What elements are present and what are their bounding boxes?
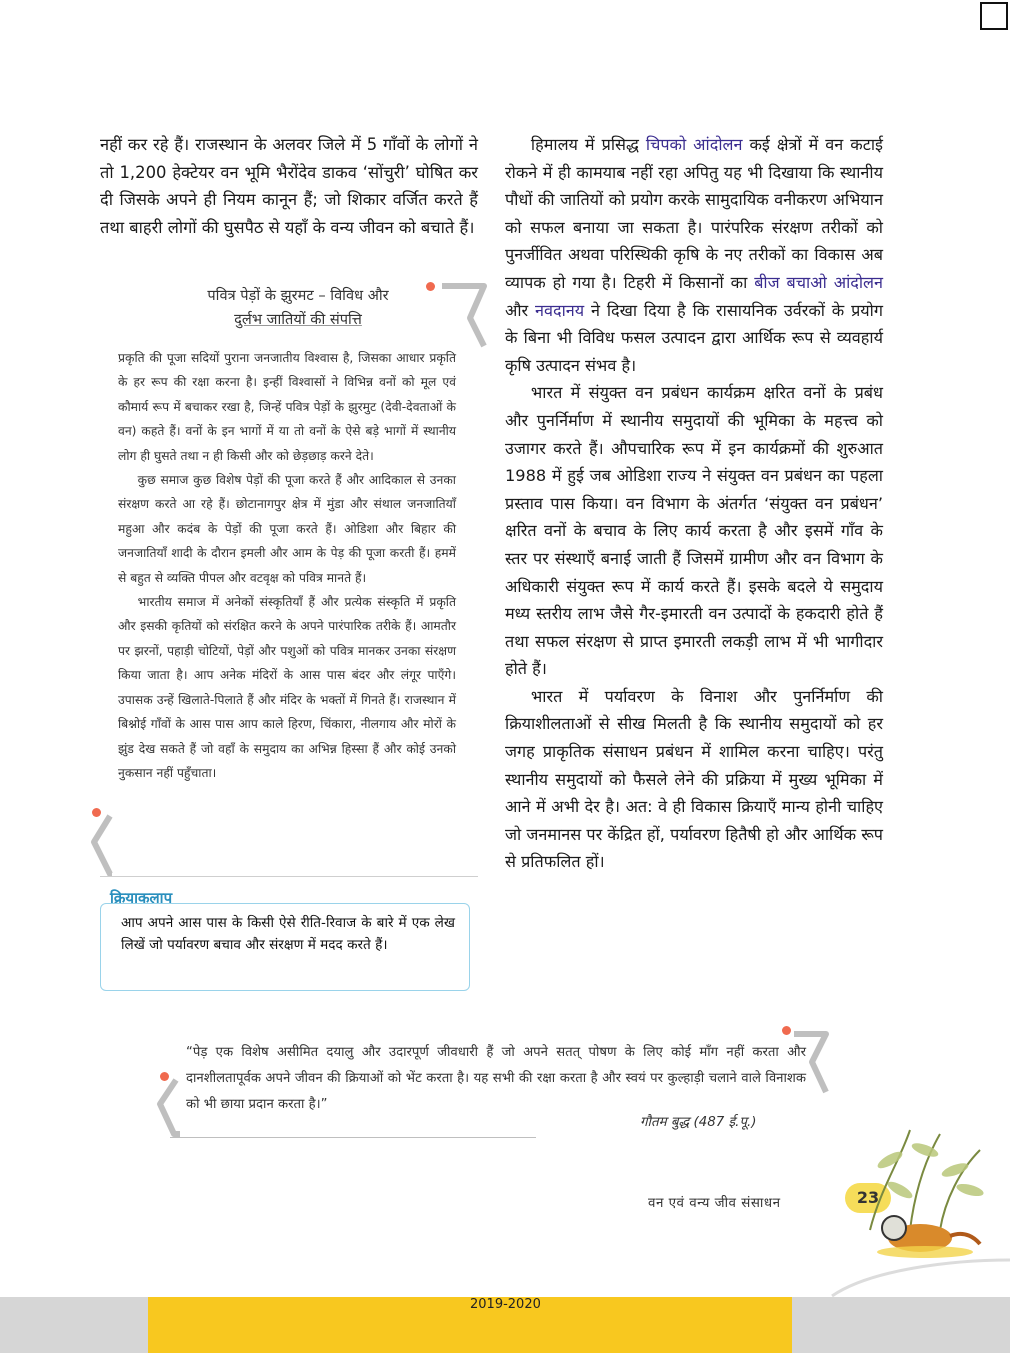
activity-box <box>100 903 470 991</box>
p1-text-a: हिमालय में प्रसिद्ध <box>530 135 646 154</box>
right-column <box>505 131 883 876</box>
p1-text-c: और <box>505 300 536 320</box>
chipko-movement-term: चिपको आंदोलन <box>645 135 743 154</box>
box-title-line-1: पवित्र पेड़ों के झुरमट – विविध और <box>207 287 389 304</box>
right-paragraph-1 <box>505 131 883 379</box>
box-bracket-decoration-bottom <box>84 812 114 882</box>
page-number: 23 <box>845 1183 891 1213</box>
crop-mark-top-right <box>980 2 1008 30</box>
sacred-groves-box <box>118 346 456 785</box>
activity-text: आप अपने आस पास के किसी ऐसे रीति-रिवाज के बारे में एक लेख लिखें जो पर्यावरण बचाव और संरक्षण में मदद करते हैं। <box>121 915 455 953</box>
activity-label: क्रियाकलाप <box>110 889 173 907</box>
quote-accent-dot-top <box>782 1026 791 1035</box>
footer-swoosh <box>830 1230 1010 1300</box>
accent-dot-bottom <box>92 808 101 817</box>
box-paragraph-2: कुछ समाज कुछ विशेष पेड़ों की पूजा करते हैं और आदिकाल से उनका संरक्षण करते आ रहे हैं। छोटानागपुर क्षेत्र में मुंडा और संथाल जनजातियाँ महुआ और कदंब के पेड़ों की पूजा करते हैं। ओडिशा और बिहार की जनजातियाँ शादी के दौरान इमली और आम के पेड़ की पूजा करती हैं। हममें से बहुत से व्यक्ति पीपल और वटवृक्ष को पवित्र मानते हैं। <box>118 473 456 585</box>
right-paragraph-2: भारत में संयुक्त वन प्रबंधन कार्यक्रम क्षरित वनों के प्रबंध और पुनर्निर्माण में स्थानीय समुदायों की भूमिका के महत्त्व को उजागर करते हैं। औपचारिक रूप में इन कार्यक्रमों की शुरुआत 1988 में हुई जब ओडिशा राज्य ने संयुक्त वन प्रबंधन का पहला प्रस्ताव पास किया। वन विभाग के अंतर्गत ‘संयुक्त वन प्रबंधन’ क्षरित वनों के बचाव के लिए कार्य करता है और इसमें गाँव के स्तर पर संस्थाएँ बनाई जाती हैं जिसमें ग्रामीण और वन विभाग के अधिकारी संयुक्त रूप में कार्य करते हैं। इसके बदले ये समुदाय मध्य स्तरीय लाभ जैसे गैर-इमारती वन उत्पादों के हकदारी होते हैं तथा सफल संरक्षण से प्राप्त इमारती लकड़ी लाभ में भी भागीदार होते हैं। <box>505 383 883 679</box>
right-paragraph-3: भारत में पर्यावरण के विनाश और पुनर्निर्माण की क्रियाशीलताओं से सीख मिलती है कि स्थानीय समुदायों को हर जगह प्राकृतिक संसाधन प्रबंधन में शामिल करना चाहिए। परंतु स्थानीय समुदायों को फैसले लेने की प्रक्रिया में मुख्य भूमिका में आने में अभी देर है। अत: वे ही विकास क्रियाएँ मान्य होनी चाहिए जो जनमानस पर केंद्रित हों, पर्यावरण हितैषी हो और आर्थिक रूप से प्रतिफलित हों। <box>505 686 883 872</box>
chapter-title: वन एवं वन्य जीव संसाधन <box>648 1196 781 1211</box>
beej-bachao-term: बीज बचाओ आंदोलन <box>754 272 884 292</box>
box-paragraph-1: प्रकृति की पूजा सदियों पुराना जनजातीय विश्वास है, जिसका आधार प्रकृति के हर रूप की रक्षा करना है। इन्हीं विश्वासों ने विभिन्न वनों को मूल एवं कौमार्य रूप में बचाकर रखा है, जिन्हें पवित्र पेड़ों के झुरमुट (देवी-देवताओं के वन) कहते हैं। वनों के इन भागों में या तो वनों के ऐसे बड़े भागों में स्थानीय लोग ही घुसते तथा न ही किसी और को छेड़छाड़ करने देते। <box>118 351 456 463</box>
academic-year: 2019-2020 <box>470 1297 541 1312</box>
quote-bracket-left <box>150 1078 180 1140</box>
left-column <box>100 131 478 241</box>
box-title-line-2: दुर्लभ जातियों की संपत्ति <box>234 311 362 328</box>
box-paragraph-3: भारतीय समाज में अनेकों संस्कृतियाँ हैं और प्रत्येक संस्कृति में प्रकृति और इसकी कृतियों को संरक्षित करने के अपने पारंपारिक तरीके हैं। आमतौर पर झरनों, पहाड़ी चोटियों, पेड़ों और पशुओं को पवित्र मानकर उनका संरक्षण किया जाता है। आप अनेक मंदिरों के आस पास बंदर और लंगूर पाएँगे। उपासक उन्हें खिलाते-पिलाते हैं और मंदिर के भक्तों में गिनते हैं। राजस्थान में बिश्नोई गाँवों के आस पास आप काले हिरण, चिंकारा, नीलगाय और मोरों के झुंड देख सकते हैं जो वहाँ के समुदाय का अभिन्न हिस्सा हैं और कोई उनको नुकसान नहीं पहुँचाता। <box>118 595 456 780</box>
quote-author: गौतम बुद्ध (487 ई.पू.) <box>640 1115 757 1130</box>
box-bottom-rule <box>100 876 478 877</box>
navdanya-term: नवदानय <box>535 300 585 320</box>
p1-text-b: कई क्षेत्रों में वन कटाई रोकने में ही कामयाब नहीं रहा अपितु यह भी दिखाया कि स्थानीय पौधों की जातियों को प्रयोग करके सामुदायिक वनीकरण अभियान को सफल बनाया जा सकता है। पारंपरिक संरक्षण तरीकों को पुनर्जीवित अथवा परिस्थिकी कृषि के नए तरीकों का विकास अब व्यापक हो गया है। टिहरी में किसानों का <box>505 135 883 292</box>
quote-bottom-rule <box>170 1137 536 1138</box>
sacred-groves-box-title <box>148 284 448 332</box>
left-continuation-paragraph: नहीं कर रहे हैं। राजस्थान के अलवर जिले में 5 गाँवों के लोगों ने तो 1,200 हेक्टेयर वन भूमि भैरोंदेव डाकव ‘सोंचुरी’ घोषित कर दी जिसके अपने ही नियम कानून हैं; जो शिकार वर्जित करते हैं तथा बाहरी लोगों की घुसपैठ से यहाँ के वन्य जीवन को बचाते हैं। <box>100 135 478 237</box>
buddha-quote: “पेड़ एक विशेष असीमित दयालु और उदारपूर्ण जीवधारी हैं जो अपने सतत् पोषण के लिए कोई माँग नहीं करता और दानशीलतापूर्वक अपने जीवन की क्रियाओं को भेंट करता है। यह सभी की रक्षा करता है और स्वयं पर कुल्हाड़ी चलाने वाले विनाशक को भी छाया प्रदान करता है।” <box>186 1045 806 1112</box>
p1-text-d: ने दिखा दिया है कि रासायनिक उर्वरकों के प्रयोग के बिना भी विविध फसल उत्पादन द्वारा आर्थिक रूप से व्यवहार्य कृषि उत्पादन संभव है। <box>505 300 883 375</box>
